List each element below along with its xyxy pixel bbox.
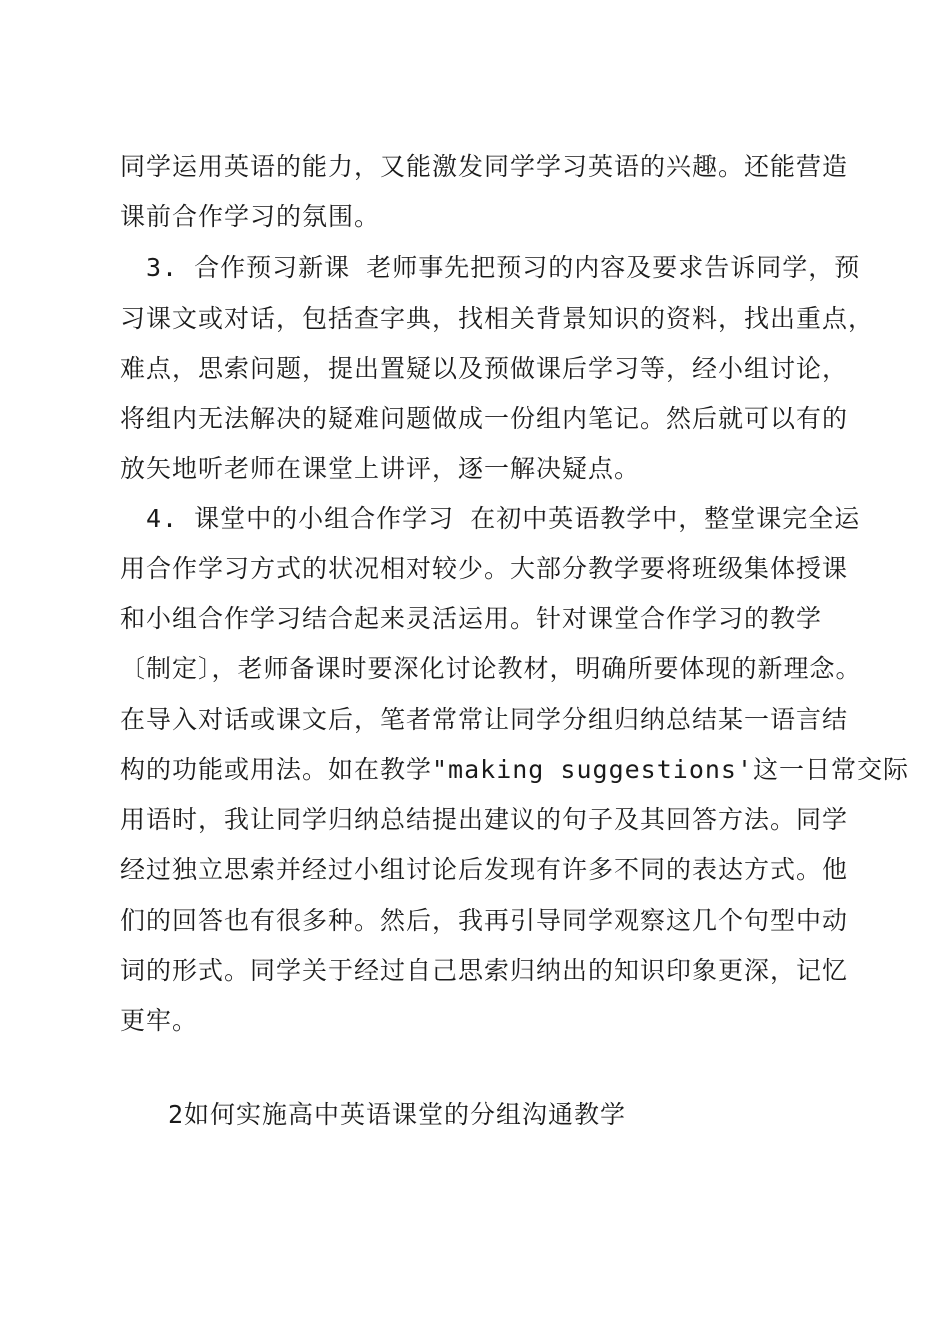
paragraph-line: 习课文或对话，包括查字典，找相关背景知识的资料，找出重点， (120, 304, 875, 333)
paragraph-line: 和小组合作学习结合起来灵活运用。针对课堂合作学习的教学 (120, 604, 823, 633)
paragraph-line: 们的回答也有很多种。然后，我再引导同学观察这几个句型中动 (120, 906, 849, 935)
paragraph-line: 更牢。 (120, 1006, 199, 1035)
paragraph-line: 〔制定〕，老师备课时要深化讨论教材，明确所要体现的新理念。 (120, 654, 862, 683)
paragraph-line: 构的功能或用法。如在教学"making suggestions'这一日常交际 (120, 755, 910, 784)
paragraph-line: 经过独立思索并经过小组讨论后发现有许多不同的表达方式。他 (120, 855, 849, 884)
paragraph-line: 同学运用英语的能力，又能激发同学学习英语的兴趣。还能营造 (120, 152, 849, 181)
paragraph-line: 将组内无法解决的疑难问题做成一份组内笔记。然后就可以有的 (120, 404, 849, 433)
paragraph-line: 4. 课堂中的小组合作学习 在初中英语教学中，整堂课完全运 (146, 504, 861, 533)
paragraph-line: 难点，思索问题，提出置疑以及预做课后学习等，经小组讨论， (120, 354, 849, 383)
paragraph-line: 3. 合作预习新课 老师事先把预习的内容及要求告诉同学，预 (146, 253, 861, 282)
paragraph-line: 用合作学习方式的状况相对较少。大部分教学要将班级集体授课 (120, 554, 849, 583)
paragraph-line: 课前合作学习的氛围。 (120, 202, 381, 231)
paragraph-line: 词的形式。同学关于经过自己思索归纳出的知识印象更深，记忆 (120, 956, 849, 985)
paragraph-line: 放矢地听老师在课堂上讲评，逐一解决疑点。 (120, 454, 641, 483)
paragraph-line: 用语时，我让同学归纳总结提出建议的句子及其回答方法。同学 (120, 805, 849, 834)
paragraph-line: 在导入对话或课文后，笔者常常让同学分组归纳总结某一语言结 (120, 705, 849, 734)
section-heading: 2如何实施高中英语课堂的分组沟通教学 (168, 1100, 627, 1129)
